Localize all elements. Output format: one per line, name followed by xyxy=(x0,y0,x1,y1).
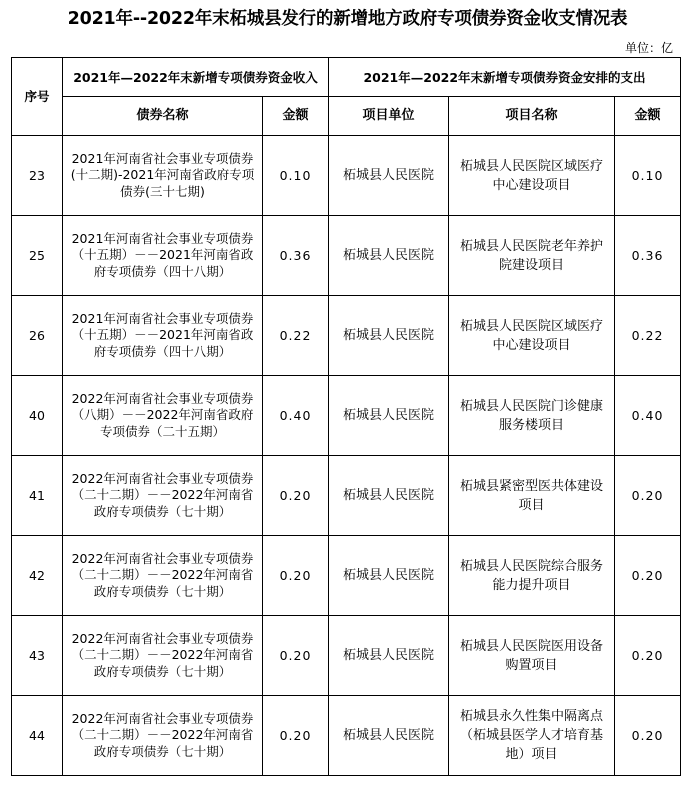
table-row xyxy=(12,696,681,776)
table-row xyxy=(12,296,681,376)
project-unit-cell: 柘城县人民医院 xyxy=(329,536,449,616)
project-unit-cell: 柘城县人民医院 xyxy=(329,216,449,296)
expense-amount-cell: 0.40 xyxy=(615,376,681,456)
table-row xyxy=(12,536,681,616)
project-name-cell: 柘城县人民医院老年养护院建设项目 xyxy=(449,216,615,296)
bond-name-cell: 2022年河南省社会事业专项债券（二十二期）－－2022年河南省政府专项债券（七十期） xyxy=(63,696,263,776)
bond-name-cell: 2021年河南省社会事业专项债券(十二期)-2021年河南省政府专项债券(三十七期) xyxy=(63,136,263,216)
project-name-cell: 柘城县人民医院综合服务能力提升项目 xyxy=(449,536,615,616)
project-name-cell: 柘城县永久性集中隔离点（柘城县医学人才培育基地）项目 xyxy=(449,696,615,776)
project-name-cell: 柘城县人民医院区域医疗中心建设项目 xyxy=(449,136,615,216)
income-amount-cell: 0.20 xyxy=(263,536,329,616)
table-row xyxy=(12,456,681,536)
header-income-group: 2021年—2022年末新增专项债券资金收入 xyxy=(63,58,329,97)
income-amount-cell: 0.20 xyxy=(263,696,329,776)
row-number: 42 xyxy=(12,536,63,616)
page-title: 2021年--2022年末柘城县发行的新增地方政府专项债券资金收支情况表 xyxy=(67,9,628,29)
expense-amount-cell: 0.22 xyxy=(615,296,681,376)
table-row xyxy=(12,376,681,456)
income-amount-cell: 0.20 xyxy=(263,456,329,536)
row-number: 43 xyxy=(12,616,63,696)
bond-name-cell: 2022年河南省社会事业专项债券（二十二期）－－2022年河南省政府专项债券（七十期） xyxy=(63,616,263,696)
expense-amount-cell: 0.10 xyxy=(615,136,681,216)
row-number: 41 xyxy=(12,456,63,536)
expense-amount-cell: 0.36 xyxy=(615,216,681,296)
project-name-cell: 柘城县人民医院医用设备购置项目 xyxy=(449,616,615,696)
bond-name-cell: 2022年河南省社会事业专项债券（二十二期）－－2022年河南省政府专项债券（七十期） xyxy=(63,536,263,616)
funds-table xyxy=(11,57,681,776)
header-row-1 xyxy=(12,58,681,97)
row-number: 44 xyxy=(12,696,63,776)
expense-amount-cell: 0.20 xyxy=(615,696,681,776)
income-amount-cell: 0.10 xyxy=(263,136,329,216)
project-name-cell: 柘城县人民医院区域医疗中心建设项目 xyxy=(449,296,615,376)
bond-name-cell: 2021年河南省社会事业专项债券（十五期）－－2021年河南省政府专项债券（四十八期） xyxy=(63,216,263,296)
row-number: 40 xyxy=(12,376,63,456)
table-row xyxy=(12,136,681,216)
row-number: 26 xyxy=(12,296,63,376)
header-bond-name: 债券名称 xyxy=(63,97,263,136)
project-name-cell: 柘城县人民医院门诊健康服务楼项目 xyxy=(449,376,615,456)
income-amount-cell: 0.22 xyxy=(263,296,329,376)
header-amount: 金额 xyxy=(263,97,329,136)
unit-label: 单位：亿 xyxy=(624,41,673,55)
project-unit-cell: 柘城县人民医院 xyxy=(329,616,449,696)
project-unit-cell: 柘城县人民医院 xyxy=(329,376,449,456)
income-amount-cell: 0.20 xyxy=(263,616,329,696)
header-project-unit: 项目单位 xyxy=(329,97,449,136)
bond-name-cell: 2022年河南省社会事业专项债券（二十二期）－－2022年河南省政府专项债券（七十期） xyxy=(63,456,263,536)
header-amount-2: 金额 xyxy=(615,97,681,136)
bond-name-cell: 2021年河南省社会事业专项债券（十五期）－－2021年河南省政府专项债券（四十八期） xyxy=(63,296,263,376)
project-unit-cell: 柘城县人民医院 xyxy=(329,296,449,376)
project-name-cell: 柘城县紧密型医共体建设项目 xyxy=(449,456,615,536)
project-unit-cell: 柘城县人民医院 xyxy=(329,136,449,216)
expense-amount-cell: 0.20 xyxy=(615,536,681,616)
header-row-2 xyxy=(12,97,681,136)
income-amount-cell: 0.36 xyxy=(263,216,329,296)
expense-amount-cell: 0.20 xyxy=(615,616,681,696)
header-expense-group: 2021年—2022年末新增专项债券资金安排的支出 xyxy=(329,58,681,97)
table-row xyxy=(12,216,681,296)
income-amount-cell: 0.40 xyxy=(263,376,329,456)
project-unit-cell: 柘城县人民医院 xyxy=(329,456,449,536)
row-number: 25 xyxy=(12,216,63,296)
header-seq: 序号 xyxy=(12,58,63,136)
row-number: 23 xyxy=(12,136,63,216)
bond-name-cell: 2022年河南省社会事业专项债券（八期）－－2022年河南省政府专项债券（二十五期） xyxy=(63,376,263,456)
expense-amount-cell: 0.20 xyxy=(615,456,681,536)
header-project-name: 项目名称 xyxy=(449,97,615,136)
project-unit-cell: 柘城县人民医院 xyxy=(329,696,449,776)
table-row xyxy=(12,616,681,696)
